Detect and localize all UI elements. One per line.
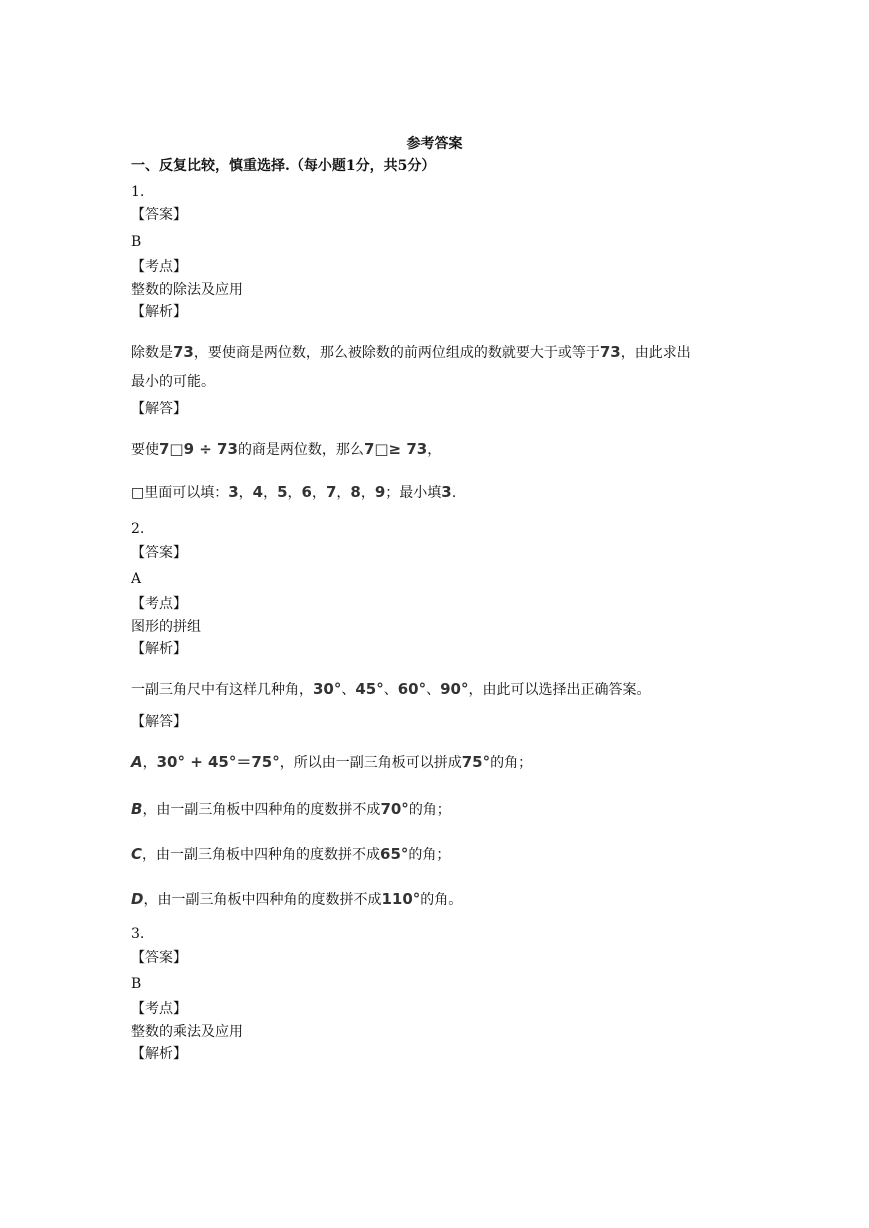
q2-analysis-label: 【解析】 bbox=[131, 641, 187, 657]
q1-analysis-label: 【解析】 bbox=[131, 304, 187, 320]
q1-answer-label: 【答案】 bbox=[131, 207, 187, 223]
q3-answer-label: 【答案】 bbox=[131, 950, 187, 966]
q3-answer: B bbox=[131, 976, 142, 992]
q1-solution-line1: 要使7□9 ÷ 73的商是两位数，那么7□≥ 73， bbox=[131, 440, 442, 458]
q2-answer: A bbox=[131, 571, 142, 587]
q2-point: 图形的拼组 bbox=[131, 619, 201, 635]
q1-point: 整数的除法及应用 bbox=[131, 282, 243, 298]
q1-solution-line2: □里面可以填：3，4，5，6，7，8，9；最小填3. bbox=[131, 483, 457, 501]
q2-point-label: 【考点】 bbox=[131, 596, 187, 612]
q2-solution-d: D，由一副三角板中四种角的度数拼不成110°的角。 bbox=[131, 890, 463, 908]
q1-number: 1. bbox=[131, 184, 145, 200]
q2-number: 2. bbox=[131, 521, 145, 537]
q2-solution-a: A，30° + 45°＝75°，所以由一副三角板可以拼成75°的角； bbox=[131, 753, 533, 771]
q1-point-label: 【考点】 bbox=[131, 259, 187, 275]
q2-solution-c: C，由一副三角板中四种角的度数拼不成65°的角； bbox=[131, 845, 451, 863]
q2-answer-label: 【答案】 bbox=[131, 545, 187, 561]
q1-analysis-line2: 最小的可能。 bbox=[131, 374, 215, 390]
q2-solution-b: B，由一副三角板中四种角的度数拼不成70°的角； bbox=[131, 800, 451, 818]
q2-analysis-line: 一副三角尺中有这样几种角，30°、45°、60°、90°，由此可以选择出正确答案。 bbox=[131, 680, 651, 698]
q2-solution-label: 【解答】 bbox=[131, 714, 187, 730]
page-title: 参考答案 bbox=[406, 136, 463, 152]
q3-point-label: 【考点】 bbox=[131, 1001, 187, 1017]
q1-answer: B bbox=[131, 234, 142, 250]
q1-solution-label: 【解答】 bbox=[131, 401, 187, 417]
q1-analysis-line1: 除数是73，要使商是两位数，那么被除数的前两位组成的数就要大于或等于73，由此求出 bbox=[131, 343, 691, 361]
q3-number: 3. bbox=[131, 926, 145, 942]
q3-point: 整数的乘法及应用 bbox=[131, 1024, 243, 1040]
q3-analysis-label: 【解析】 bbox=[131, 1046, 187, 1062]
section-heading: 一、反复比较，慎重选择.（每小题1分，共5分） bbox=[131, 158, 436, 174]
